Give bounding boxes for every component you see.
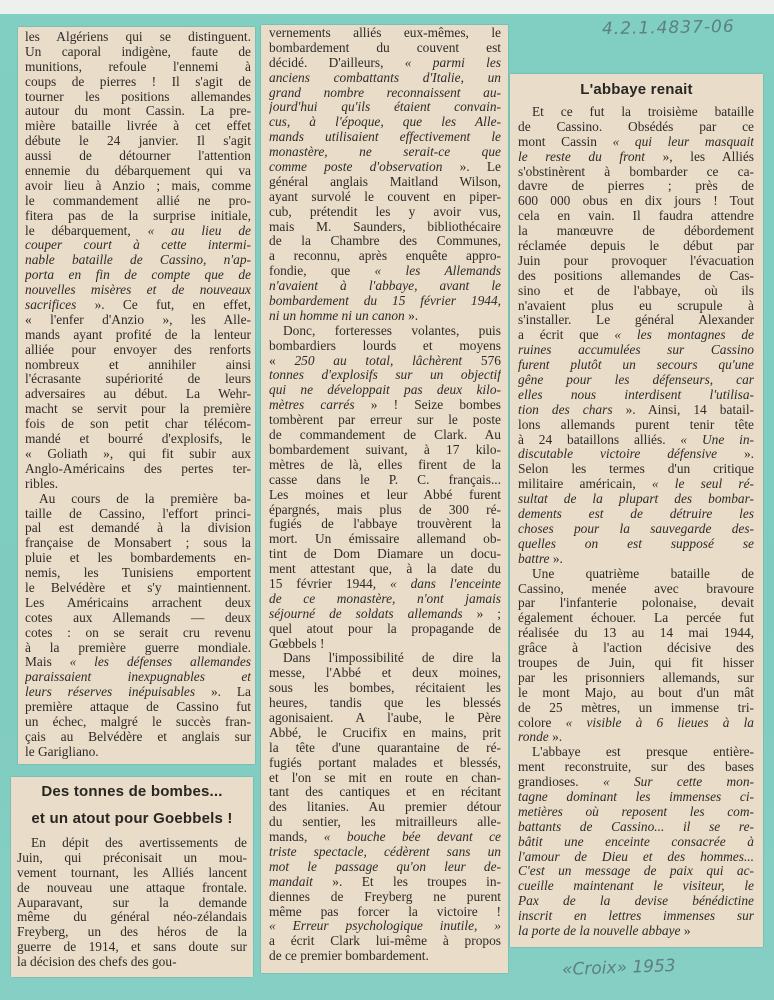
text-line (518, 716, 754, 731)
text-segment: ». (549, 551, 563, 566)
text-segment: ». Le (442, 160, 501, 175)
quoted-text-segment: l'amour de Dieu et des hommes... (518, 849, 754, 864)
text-line: pal est demandé à la division (25, 521, 251, 536)
text-segment: 15 février 1944, (269, 576, 390, 591)
text-line: même du général néo-zélandais (17, 910, 247, 925)
text-segment: ». Et les troupes in- (312, 874, 501, 889)
text-line: le commandement allié ne pro- (25, 193, 251, 208)
text-line: ment attestant que, à la date du (269, 562, 501, 577)
text-segment: « (269, 353, 295, 368)
text-line: française de Monsabert ; sous la (25, 536, 251, 551)
article-column (17, 836, 247, 970)
text-line (518, 477, 754, 492)
text-line: mands ayant profité de la lenteur (25, 327, 251, 342)
text-line (518, 388, 754, 403)
quoted-text-segment: dements est de détruire les (518, 507, 754, 522)
text-line: Anglo-Américains des pertes ter- (25, 461, 251, 476)
text-line (518, 864, 754, 879)
quoted-text-segment: « les défenses allemandes (69, 655, 251, 670)
quoted-text-segment: cueille maintenant le visiteur, le (518, 879, 754, 894)
text-line: du sentier, les mitrailleurs alle- (269, 815, 501, 830)
text-line (518, 894, 754, 909)
text-line: a écrit Clark lui-même à propos (269, 934, 501, 949)
text-segment: a écrit que (518, 328, 615, 343)
text-line (269, 71, 501, 86)
text-line (269, 354, 501, 369)
text-line: ribles. (25, 476, 59, 491)
text-line: mais M. Saunders, bibliothécaire (269, 219, 501, 234)
text-line: Juin pour provoquer l'évacuation (518, 253, 754, 268)
text-line (269, 830, 501, 845)
text-line: l'écrasante supériorité de leurs (25, 372, 251, 387)
text-line: la décision des chefs des gou- (17, 955, 177, 970)
text-segment: » ! Seize bombes (354, 398, 501, 413)
quoted-text-segment: paraissaient inexpugnables et (25, 670, 251, 685)
text-line (269, 100, 501, 115)
text-line: diennes de Freyberg ne purent (269, 889, 501, 904)
text-line (269, 592, 501, 607)
text-line (269, 607, 501, 622)
text-line: bombardiers lourds et moyens (269, 338, 501, 353)
text-line: le Belvédère et s'y maintiennent. (25, 580, 251, 595)
text-line (25, 238, 251, 253)
text-line: bombardement suivant, à 17 kilo- (269, 442, 501, 457)
section-heading: Des tonnes de bombes... (41, 783, 223, 800)
text-line: L'abbaye est presque entière- (532, 745, 754, 760)
quoted-text-segment: sacrifices (25, 298, 77, 313)
text-line: le Garigliano. (25, 744, 99, 759)
text-line: de 25 mètres, un immense tri- (518, 700, 754, 715)
quoted-text-segment: qui ne développait pas deux kilo- (269, 383, 501, 398)
text-line: messe, l'Abbé et deux moines, (269, 666, 501, 681)
text-line: n'avaient plus eu scrupule à (518, 298, 754, 313)
text-line (269, 860, 501, 875)
text-line: Une quatrième bataille de (532, 566, 754, 581)
text-segment: ». Ce fut, en effet, (76, 298, 251, 313)
text-line (518, 135, 754, 150)
text-line (25, 655, 251, 670)
text-line (25, 224, 251, 239)
quoted-text-segment: battre (518, 551, 550, 566)
text-line: nemis, les Tunisiens emportent (25, 566, 251, 581)
text-line: Auparavant, sur la demande (17, 895, 247, 910)
text-segment: ». (717, 447, 754, 462)
text-segment: colore (518, 715, 566, 730)
quoted-text-segment: mètres carrés (269, 398, 355, 413)
text-line: « Goliath », qui fit subir aux (25, 446, 251, 461)
text-line: adversaires au début. La Wehr- (25, 387, 251, 402)
text-line: vernements alliés eux-mêmes, le (269, 26, 501, 40)
text-line: général anglais Maitland Wilson, (269, 174, 501, 189)
quoted-text-segment: bombardement du 15 février 1944, (269, 294, 501, 309)
text-line: Les moines et leur Abbé furent (269, 487, 501, 502)
quoted-text-segment: « parmi les (404, 55, 501, 70)
quoted-text-segment: tion des chars (518, 402, 613, 417)
quoted-text-segment: nouvelles misères et de nouveaux (25, 283, 251, 298)
text-line: Abbé, le Crucifix en mains, prit (269, 725, 501, 740)
quoted-text-segment: « visible à 6 lieues à la (565, 715, 754, 730)
quoted-text-segment: « le seul ré- (651, 477, 754, 492)
text-line: alliée pour envoyer des renforts (25, 342, 251, 357)
text-line: fugiés de l'abbaye trouvèrent la (269, 517, 501, 532)
quoted-text-segment: tagne dominant les immenses ci- (518, 789, 754, 804)
text-line: Gœbbels ! (269, 636, 325, 651)
text-line: un échec, malgré le succès fran- (25, 714, 251, 729)
text-line (518, 507, 754, 522)
quoted-text-segment: gêne pour les défenseurs, car (518, 373, 754, 388)
text-segment: ». (548, 730, 563, 745)
quoted-text-segment: « Sur cette mon- (602, 775, 754, 790)
text-line: sous les bombes, récitaient les (269, 681, 501, 696)
text-line: de ce premier bombardement. (269, 949, 429, 964)
quoted-text-segment: battants de Cassino... il se re- (518, 819, 754, 834)
text-line: Freyberg, un des héros de la (17, 925, 247, 940)
quoted-text-segment: « Erreur psychologique inutile, » (269, 919, 501, 934)
text-line (269, 845, 501, 860)
quoted-text-segment: sultat de la plupart des bombar- (518, 492, 754, 507)
text-line: par les prisonniers allemands, sur (518, 670, 754, 685)
text-line: Donc, forteresses volantes, puis (283, 323, 501, 338)
text-line (518, 343, 754, 358)
text-line: Au cours de la première ba- (39, 491, 251, 506)
text-line: des positions allemandes de Cas- (518, 268, 754, 283)
text-segment: décidé. D'ailleurs, (269, 55, 405, 70)
text-line: tombèrent par erreur sur le poste (269, 413, 501, 428)
quoted-text-segment: anciens combattants d'Italie, un (269, 70, 501, 85)
text-line: mort. Un émissaire allemand ob- (269, 532, 501, 547)
text-line: de commandement de Clark. Au (269, 428, 501, 443)
text-line (518, 730, 754, 745)
text-line: la tête d'une quarantaine de ré- (269, 740, 501, 755)
text-segment: grandioses. (518, 775, 603, 790)
text-line (269, 398, 501, 413)
text-line (518, 790, 754, 805)
text-line: Selon les termes d'un critique (518, 462, 754, 477)
text-line: nombreux et annihiler ainsi (25, 357, 251, 372)
text-line: agonisaient. A l'aube, le Père (269, 710, 501, 725)
quoted-text-segment: « bouche bée devant ce (323, 830, 501, 845)
text-line: çais au Belvédère et anglais sur (25, 729, 251, 744)
quoted-text-segment: jourd'hui qu'ils étaient convain- (269, 100, 501, 115)
source-annotation: «Croix» 1953 (561, 956, 677, 980)
text-line (269, 145, 501, 160)
quoted-text-segment: leurs réserves inépuisables (25, 685, 196, 700)
text-line: par l'infanterie polonaise, devait (518, 596, 754, 611)
text-line: mière bataille livrée à cet effet (25, 119, 251, 134)
quoted-text-segment: metières où reposent les com- (518, 804, 754, 819)
text-line: la manœuvre de débordement (518, 224, 754, 239)
article-column (25, 30, 251, 760)
text-line (518, 150, 754, 165)
quoted-text-segment: porta en fin de compte que de (25, 268, 251, 283)
text-line: En dépit des avertissements de (31, 836, 247, 850)
quoted-text-segment: mands utilisaient effectivement le (269, 130, 501, 145)
text-line: « l'enfer d'Anzio », les Alle- (25, 312, 251, 327)
text-line: ennemie du débarquement qui va (25, 164, 251, 179)
text-line (518, 775, 754, 790)
text-line (518, 850, 754, 865)
text-line: fois de son petit char télécom- (25, 417, 251, 432)
text-line: ayant survolé le couvent en piper- (269, 189, 501, 204)
quoted-text-segment: discutable victoire défensive (518, 447, 718, 462)
text-line: pluie et les bombardements en- (25, 551, 251, 566)
text-line (269, 383, 501, 398)
clipping-abbaye-renait (510, 74, 763, 947)
text-line (25, 268, 251, 283)
quoted-text-segment: « les montagnes de (614, 328, 754, 343)
archive-number-annotation: 4.2.1.4837-06 (601, 16, 735, 40)
text-line: Un caporal indigène, faute de (25, 44, 251, 59)
text-line: avoir lieu à Anzio ; mais, comme (25, 178, 251, 193)
quoted-text-segment: choses pour la sauvegarde des- (518, 521, 754, 536)
text-line (25, 283, 251, 298)
quoted-text-segment: ruines accumulées sur Cassino (518, 343, 754, 358)
text-line: lons allemands purent tenir tête (518, 417, 754, 432)
text-line (269, 368, 501, 383)
text-segment: fondie, que (269, 264, 375, 279)
text-line: sino et de l'abbaye, où ils (518, 283, 754, 298)
text-line (518, 373, 754, 388)
text-line: de la Chambre des Communes, (269, 234, 501, 249)
text-line: tourner les positions allemandes (25, 89, 251, 104)
clipping-tonnes-de-bombes (11, 777, 253, 977)
quoted-text-segment: grand nombre reconnaissent au- (269, 85, 501, 100)
text-line: a reconnu, après enquête appro- (269, 249, 501, 264)
text-line (269, 130, 501, 145)
text-line: grâce à l'action décisive des (518, 641, 754, 656)
text-line: tant des cantiques et en récitant (269, 785, 501, 800)
quoted-text-segment: C'est un message de paix qui ac- (518, 864, 754, 879)
text-line: Et ce fut la troisième bataille (532, 105, 754, 119)
text-line: cub, prétendit les y avoir vus, (269, 204, 501, 219)
text-line (25, 685, 251, 700)
text-line (25, 298, 251, 313)
text-line (269, 86, 501, 101)
text-segment: le débarquement, (25, 223, 148, 238)
text-line: quel atout pour la propagande de (269, 621, 501, 636)
text-line (518, 805, 754, 820)
text-line: Dans l'impossibilité de dire la (283, 651, 501, 666)
quoted-text-segment: tonnes d'explosifs sur un objectif (269, 368, 501, 383)
text-line: s'obstinèrent à bombarder ce ca- (518, 164, 754, 179)
text-segment: » (680, 923, 691, 938)
text-line: cotes aux Allemands — deux (25, 610, 251, 625)
text-line: Les Américains arrachent deux (25, 595, 251, 610)
quoted-text-segment: comme poste d'observation (269, 160, 443, 175)
text-line: cela en vain. Il faudra attendre (518, 209, 754, 224)
quoted-text-segment: « qui leur masquait (612, 134, 754, 149)
text-line: mètres de là, elles firent de la (269, 457, 501, 472)
text-line (25, 253, 251, 268)
text-line: mandé et bourré d'explosifs, le (25, 432, 251, 447)
text-line: de Cassino. Obsédés par ce (518, 119, 754, 134)
text-line: heures, tandis que les blessés (269, 696, 501, 711)
text-line (518, 879, 754, 894)
quoted-text-segment: 250 au total, lâchèrent (294, 353, 463, 368)
text-line: tint de Dom Diamare un docu- (269, 547, 501, 562)
text-line: Juin, qui préconisait un mou- (17, 850, 247, 865)
quoted-text-segment: monastère, ne serait-ce que (269, 145, 501, 160)
text-line: des litanies. Au premier détour (269, 800, 501, 815)
text-line (25, 670, 251, 685)
text-line (269, 577, 501, 592)
quoted-text-segment: mandait (269, 874, 313, 889)
text-line: les Algériens qui se distinguent. (25, 30, 251, 44)
text-line (518, 447, 754, 462)
text-line: casse dans le P. C. français... (269, 472, 501, 487)
quoted-text-segment: bâtit une enceinte consacrée à (518, 834, 754, 849)
text-line: coups de pierres ! Il s'agit de (25, 74, 251, 89)
text-line (518, 492, 754, 507)
text-line: ment reconstruite, sur des bases (518, 760, 754, 775)
text-line: cotes : on se serait cru revenu (25, 625, 251, 640)
text-line: taille de Cassino, l'effort princi- (25, 506, 251, 521)
text-line: réalisée du 13 au 14 mai 1944, (518, 626, 754, 641)
section-heading: L'abbaye renait (580, 81, 693, 98)
text-line (269, 56, 501, 71)
text-line (518, 433, 754, 448)
quoted-text-segment: « dans l'enceinte (389, 576, 501, 591)
text-line: 600 000 obus en dix jours ! Tout (518, 194, 754, 209)
text-segment: mont Cassin (518, 134, 613, 149)
text-line (269, 160, 501, 175)
text-line: même pas forcer la victoire ! (269, 904, 501, 919)
article-column (518, 105, 754, 939)
quoted-text-segment: furent plutôt un secours qu'une (518, 358, 754, 373)
text-line (518, 328, 754, 343)
quoted-text-segment: ni un homme ni un canon (269, 308, 405, 323)
text-line: réclamée depuis le début par (518, 239, 754, 254)
text-line: guerre de 1914, et sans doute sur (17, 940, 247, 955)
text-line: fugiés portant malades et blessés, (269, 755, 501, 770)
quoted-text-segment: elles nous interdisent l'utilisa- (518, 387, 754, 402)
text-line (269, 919, 501, 934)
text-segment: ». Ainsi, 14 batail- (612, 402, 754, 417)
quoted-text-segment: cus, à l'époque, que les Alle- (269, 115, 501, 130)
text-line (269, 115, 501, 130)
quoted-text-segment: « Une in- (680, 432, 754, 447)
article-column (269, 26, 501, 964)
clipping-battle-cassino (18, 27, 255, 764)
text-segment: ». (404, 308, 419, 323)
text-segment: 576 (462, 353, 501, 368)
text-line (269, 875, 501, 890)
text-segment: Mais (25, 655, 70, 670)
text-line (269, 294, 501, 309)
text-line (518, 552, 754, 567)
text-segment: à 24 bataillons alliés. (518, 432, 681, 447)
text-line: à la première guerre mondiale. (25, 640, 251, 655)
text-line: également échouer. La percée fut (518, 611, 754, 626)
text-line (518, 924, 754, 939)
text-line (269, 264, 501, 279)
section-heading: et un atout pour Goebbels ! (31, 810, 233, 827)
quoted-text-segment: triste spectacle, cédèrent sans un (269, 844, 501, 859)
text-segment: » ; (462, 606, 501, 621)
clipping-bombardement-couvent (261, 25, 508, 973)
text-line: et l'on se mit en route en chan- (269, 770, 501, 785)
text-line: le mont Majo, au bout d'un mât (518, 685, 754, 700)
quoted-text-segment: « les Allemands (374, 264, 501, 279)
text-line (269, 309, 501, 324)
text-segment: mands, (269, 830, 324, 845)
text-line: bombardement du couvent est (269, 40, 501, 55)
quoted-text-segment: la porte de la nouvelle abbaye (518, 923, 681, 938)
text-line (518, 835, 754, 850)
text-segment: ». La (195, 685, 251, 700)
text-line (269, 279, 501, 294)
text-line (518, 522, 754, 537)
quoted-text-segment: inscrit en lettres immenses sur (518, 909, 754, 924)
text-line: munitions, refoule l'ennemi à (25, 59, 251, 74)
quoted-text-segment: ronde (518, 730, 549, 745)
text-segment: militaire américain, (518, 477, 652, 492)
text-line: macht se servit pour la première (25, 402, 251, 417)
text-line: Cassino, menée avec bravoure (518, 581, 754, 596)
quoted-text-segment: séjourné de soldats allemands (269, 606, 463, 621)
quoted-text-segment: de ce monastère, n'ont jamais (269, 591, 501, 606)
text-line: débute le 24 janvier. Il s'agit (25, 134, 251, 149)
quoted-text-segment: quelles on est supposé se (518, 536, 754, 551)
text-line (518, 358, 754, 373)
text-line: épargnés, mais plus de 300 ré- (269, 502, 501, 517)
quoted-text-segment: nable bataille de Cassino, n'ap- (25, 253, 251, 268)
text-line (518, 909, 754, 924)
text-line: de nouveau une attaque frontale. (17, 880, 247, 895)
text-line: davre de pierres ; près de (518, 179, 754, 194)
text-segment: », les Alliés (644, 149, 754, 164)
text-line (518, 820, 754, 835)
quoted-text-segment: mot le passage qu'on leur de- (269, 859, 501, 874)
quoted-text-segment: n'avaient à l'abbaye, avant le (269, 279, 501, 294)
text-line (518, 537, 754, 552)
text-line: première attaque de Cassino fut (25, 700, 251, 715)
quoted-text-segment: couper court à cette intermi- (25, 238, 251, 253)
text-line: s'installer. Le général Alexander (518, 313, 754, 328)
quoted-text-segment: Pax de la devise bénédictine (518, 894, 754, 909)
text-line: fitera pas de la surprise initiale, (25, 208, 251, 223)
text-line: vement tournant, les Alliés lancent (17, 865, 247, 880)
quoted-text-segment: « au lieu de (147, 223, 251, 238)
text-line: autour du mont Cassin. La pre- (25, 104, 251, 119)
text-line: aussi de détourner l'attention (25, 149, 251, 164)
text-line: troupes de Juin, qui fit hisser (518, 655, 754, 670)
quoted-text-segment: le reste du front (518, 149, 645, 164)
text-line (518, 403, 754, 418)
